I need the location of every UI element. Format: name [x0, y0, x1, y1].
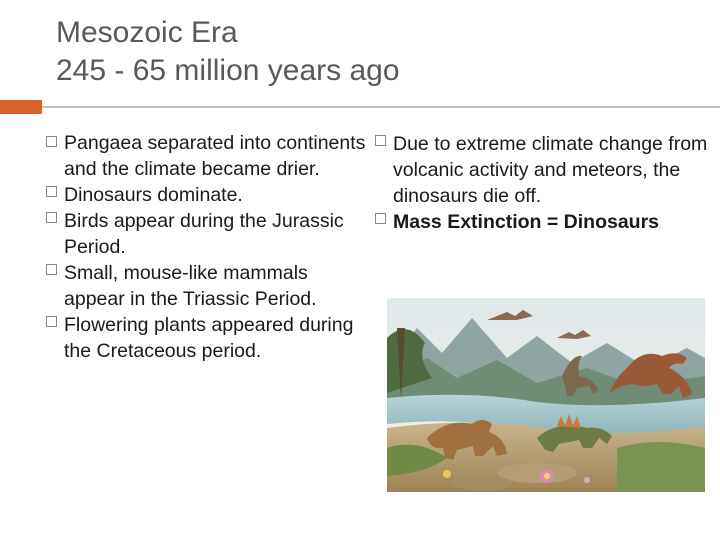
bullet-text: Due to extreme climate change from volcanic activity and meteors, the dinosaurs die off. — [393, 133, 708, 207]
slide-title — [56, 14, 400, 90]
right-bullet-list — [375, 131, 715, 235]
list-item — [46, 182, 366, 208]
square-bullet-icon — [46, 316, 57, 327]
square-bullet-icon — [375, 135, 386, 146]
title-line-2: 245 - 65 million years ago — [56, 54, 400, 87]
divider-line — [42, 106, 720, 108]
bullet-text: Mass Extinction = Dinosaurs — [393, 211, 660, 233]
list-item — [46, 208, 366, 260]
square-bullet-icon — [46, 212, 57, 223]
dinosaur-landscape-image — [387, 298, 705, 492]
list-item — [46, 260, 366, 312]
title-line-1: Mesozoic Era — [56, 16, 238, 49]
list-item — [375, 209, 715, 235]
list-item — [46, 312, 366, 364]
square-bullet-icon — [46, 186, 57, 197]
bullet-text: Small, mouse-like mammals appear in the Triassic Period. — [64, 262, 317, 310]
list-item — [375, 131, 715, 209]
square-bullet-icon — [46, 136, 57, 147]
bullet-text: Birds appear during the Jurassic Period. — [64, 210, 344, 258]
bullet-text: Flowering plants appeared during the Cretaceous period. — [64, 314, 354, 362]
list-item — [46, 120, 366, 182]
left-bullet-list — [46, 120, 366, 364]
bullet-text: Pangaea separated into continents and the climate became drier. — [64, 132, 366, 180]
accent-bar — [0, 100, 42, 114]
square-bullet-icon — [46, 264, 57, 275]
bullet-text: Dinosaurs dominate. — [64, 184, 243, 206]
square-bullet-icon — [375, 213, 386, 224]
